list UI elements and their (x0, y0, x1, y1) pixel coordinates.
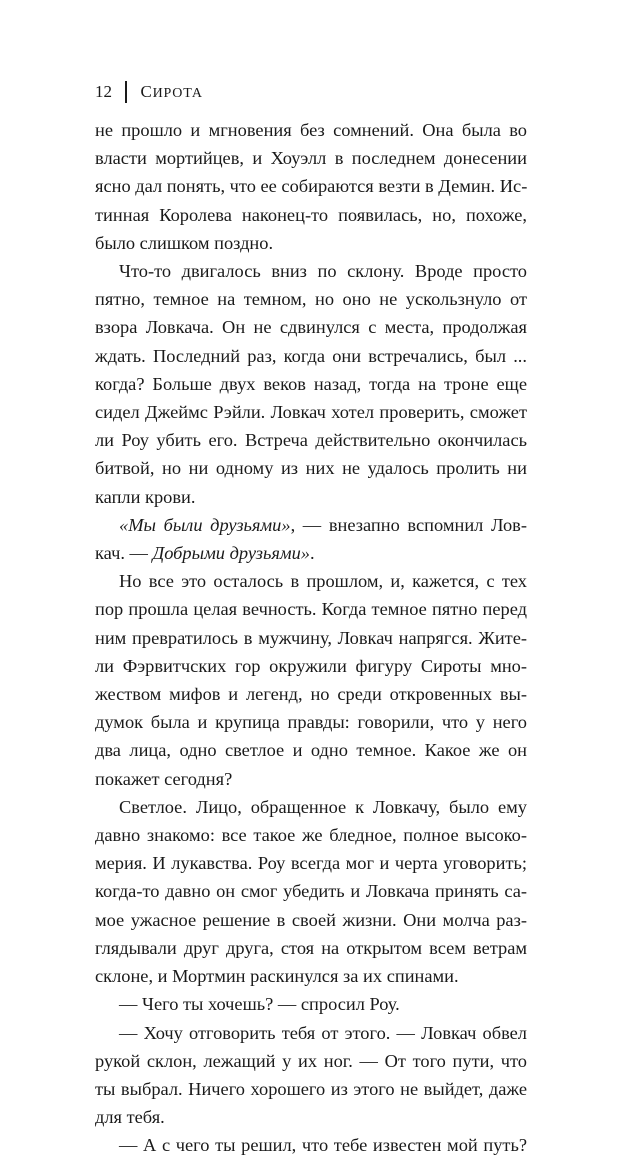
text-line: рукой склон, лежащий у их ног. — От того пути, что (95, 1050, 527, 1071)
text-line: битвой, но ни одному из них не удалось пролить ни (95, 458, 527, 479)
text-line: давно знакомо: все такое же бледное, полное высоко- (95, 825, 527, 846)
text-line: капли крови. (95, 486, 196, 507)
text-line: мерия. И лукавства. Роу всегда мог и черта уговорить; (95, 853, 527, 874)
text-line: Светлое. Лицо, обращенное к Ловкачу, было ему (119, 796, 527, 817)
text-line: ли Фэрвитчских гор окружили фигуру Сироты мно- (95, 655, 527, 676)
text-line: — Хочу отговорить тебя от этого. — Ловкач обвел (119, 1022, 527, 1043)
running-head-rest: ИРОТА (152, 86, 203, 101)
running-head (141, 82, 203, 102)
text-line: взора Ловкача. Он не сдвинулся с места, продолжая (95, 317, 527, 338)
text-span: , — внезапно вспомнил Лов- (290, 514, 527, 535)
book-page (95, 0, 528, 1156)
text-line: мое ужасное решение в своей жизни. Они молча раз- (95, 909, 527, 930)
text-line: когда? Больше двух веков назад, тогда на троне еще (95, 373, 527, 394)
text-line: не прошло и мгновения без сомнений. Она была во (95, 120, 527, 140)
text-line: сидел Джеймс Рэйли. Ловкач хотел проверить, сможет (95, 402, 527, 423)
text-line: думок была и крупица правды: говорили, что у него (95, 712, 527, 733)
text-line (95, 539, 527, 567)
text-line: пор прошла целая вечность. Когда темное пятно перед (95, 599, 527, 620)
body-text (95, 116, 527, 1160)
text-line: склоне, и Мортмин раскинулся за их спинами. (95, 966, 459, 987)
text-line: ним превратилось в мужчину, Ловкач напрягся. Жите- (95, 627, 527, 648)
text-line (95, 511, 527, 539)
text-line: глядывали друг друга, стоя на открытом всем ветрам (95, 937, 527, 958)
text-line: было слишком поздно. (95, 232, 274, 253)
text-line: когда-то давно он смог убедить и Ловкача принять са- (95, 881, 527, 902)
page-header (95, 80, 203, 104)
text-span: . (310, 543, 315, 564)
page-number: 12 (95, 82, 112, 101)
text-line: для тебя. (95, 1107, 165, 1128)
text-line: тинная Королева наконец-то появилась, но, похоже, (95, 204, 527, 225)
text-line: ты выбрал. Ничего хорошего из этого не выйдет, даже (95, 1078, 527, 1099)
text-line: ли Роу убить его. Встреча действительно окончилась (95, 430, 527, 451)
text-line: покажет сегодня? (95, 768, 233, 789)
italic-quote: «Мы были друзьями» (119, 514, 291, 535)
text-line: — Чего ты хочешь? — спросил Роу. (119, 994, 400, 1015)
text-line: Что-то двигалось вниз по склону. Вроде просто (119, 261, 527, 282)
text-line: ясно дал понять, что ее собираются везти в Демин. Ис- (95, 176, 528, 197)
text-line: власти мортийцев, и Хоуэлл в последнем донесении (95, 148, 527, 169)
text-line: — А с чего ты решил, что тебе известен мой путь? (119, 1135, 527, 1156)
text-line: пятно, темное на темном, но оно не ускользнуло от (95, 289, 527, 310)
header-divider (125, 81, 127, 103)
text-line: Но все это осталось в прошлом, и, кажется, с тех (119, 571, 527, 592)
italic-quote: Добрыми друзьями» (152, 543, 310, 564)
text-span: кач. — (95, 543, 153, 564)
text-line: ждать. Последний раз, когда они встречались, был ... (95, 345, 527, 366)
text-line: два лица, одно светлое и одно темное. Какое же он (95, 740, 527, 761)
text-line: жеством мифов и легенд, но среди откровенных вы- (95, 684, 527, 705)
running-head-initial: С (140, 82, 153, 101)
